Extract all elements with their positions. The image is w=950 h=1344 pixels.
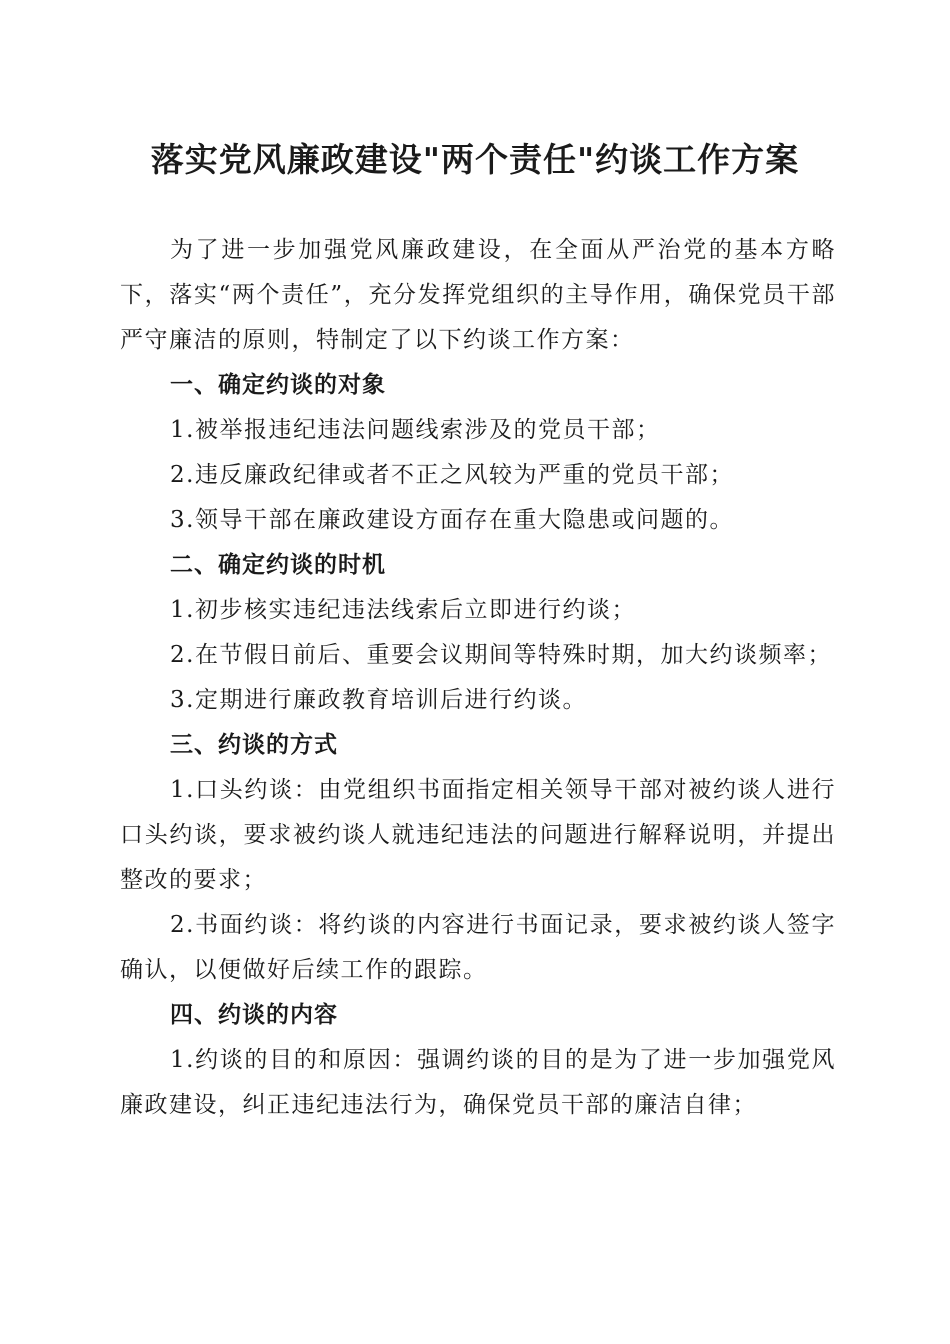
- document-title: 落实党风廉政建设"两个责任"约谈工作方案: [150, 140, 800, 179]
- list-item: 2.在节假日前后、重要会议期间等特殊时期，加大约谈频率；: [170, 642, 832, 668]
- list-item: 1.初步核实违纪违法线索后立即进行约谈；: [170, 597, 636, 623]
- list-item: 1.约谈的目的和原因：强调约谈的目的是为了进一步加强党风廉政建设，纠正违纪违法行为，确保党员干部的廉洁自律；: [120, 1047, 836, 1118]
- section-heading-3: 三、约谈的方式: [170, 732, 338, 758]
- list-item: 2.书面约谈：将约谈的内容进行书面记录，要求被约谈人签字确认，以便做好后续工作的跟踪。: [120, 912, 836, 983]
- document-body: [120, 228, 836, 1128]
- list-item: 1.被举报违纪违法问题线索涉及的党员干部；: [170, 417, 661, 443]
- list-item: 3.领导干部在廉政建设方面存在重大隐患或问题的。: [170, 507, 734, 533]
- list-item: 2.违反廉政纪律或者不正之风较为严重的党员干部；: [170, 462, 734, 488]
- section-heading-2: 二、确定约谈的时机: [170, 552, 386, 578]
- section-heading-1: 一、确定约谈的对象: [170, 372, 386, 398]
- list-item: 3.定期进行廉政教育培训后进行约谈。: [170, 687, 587, 713]
- list-item: 1.口头约谈：由党组织书面指定相关领导干部对被约谈人进行口头约谈，要求被约谈人就违纪违法的问题进行解释说明，并提出整改的要求；: [120, 777, 836, 893]
- section-heading-4: 四、约谈的内容: [170, 1002, 338, 1028]
- intro-paragraph: 为了进一步加强党风廉政建设，在全面从严治党的基本方略下，落实“两个责任”，充分发挥党组织的主导作用，确保党员干部严守廉洁的原则，特制定了以下约谈工作方案：: [120, 237, 836, 353]
